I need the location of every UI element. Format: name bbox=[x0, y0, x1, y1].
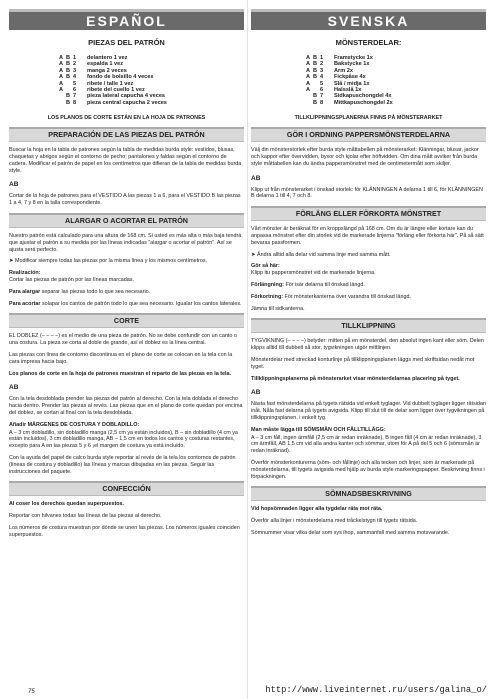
piece-label: Arm 2x bbox=[334, 67, 353, 74]
piece-model-a: A bbox=[306, 74, 311, 81]
ab-label-es: AB bbox=[9, 181, 19, 189]
piece-model-a: A bbox=[306, 67, 311, 74]
lengthen-sv: Förlängning: För isär delarna till önskad längd. bbox=[251, 282, 365, 289]
piece-model-a bbox=[306, 100, 313, 106]
piece-model-b: B bbox=[66, 74, 71, 81]
piece-model-a: A bbox=[59, 80, 64, 87]
piece-row bbox=[59, 100, 244, 106]
section-title-prep-es: PREPARACIÓN DE LAS PIEZAS DEL PATRÓN bbox=[9, 127, 244, 142]
cut-text2-es: Las piezas con línea de contorno discontinua en el plano de corte se colocan en la tela con la cara impresa hacia bajo. bbox=[9, 352, 233, 365]
language-header-sv: SVENSKA bbox=[251, 9, 486, 30]
piece-label: manga 2 veces bbox=[87, 67, 127, 74]
piece-model-b: B bbox=[66, 61, 71, 68]
pieces-list-es bbox=[59, 55, 244, 106]
piece-model-a: A bbox=[59, 55, 64, 61]
seam-title-es: Añadir MÁRGENES DE COSTURA Y DOBLADILLO: bbox=[9, 421, 140, 428]
shorten-sv: Förkortning: För mönsterkanterna över varandra till önskad längd. bbox=[251, 293, 411, 300]
seam-text2-sv: Överför mönsterkonturerna (söm- och fållinje) och alla tecken och linjer, som är markerade på mönsterdelarna, till tygets avigsida med hjälp av burda style markeringspapper. Beskrivning finns i förpackningen. bbox=[251, 459, 485, 480]
footer-url[interactable]: http://www.liveinternet.ru/users/galina_o/ bbox=[265, 685, 487, 695]
cut-ab-text-es: Con la tela desdoblada prender las piezas del patrón al derecho. Con la tela doblada el derecho hacia dentro. Prender las piezas al revés. Las piezas que en el plano de corte quedan por encima del doblez, se cortan al final con la tela desdoblada. bbox=[9, 396, 243, 416]
section-title-confection-es: CONFECCIÓN bbox=[9, 481, 244, 496]
adjust-note-sv: ➤ Ändra alltid alla delar vid samma linje med samma mått. bbox=[251, 251, 391, 258]
piece-model-a bbox=[59, 100, 66, 106]
pieces-list-sv bbox=[306, 55, 486, 106]
cut-text1-sv: TYGVIKNING (– – – –) betyder: mitten på en mönsterdel, den absolut ingen kant eller söm. Delen klipps alltid till dubbelt så stor, tygvikningen utgör mittlinjen. bbox=[251, 338, 484, 352]
pieces-title-es: PIEZAS DEL PATRÓN bbox=[88, 38, 165, 47]
piece-model-a: A bbox=[59, 61, 64, 68]
piece-label: fondo de bolsillo 4 veces bbox=[87, 74, 154, 81]
lengthen-es: Para alargar separar las piezas todo lo que sea necesario. bbox=[9, 288, 151, 295]
shorten2-sv: Jämna till sidkanterna. bbox=[251, 305, 305, 312]
column-divider bbox=[247, 0, 248, 699]
cut-ab-text-sv: Nästa fast mönsterdelarna på tygets rätsida vid enkelt tyglager. Vid dubbelt tyglager ligger rätsidan inåt. Nåla fast delarna på tygets avigsida. Klipp till slut till de delar som ligger över tygvikningen på tillklippningsplanen, i enkelt tyg. bbox=[251, 401, 486, 421]
section-title-adjust-es: ALARGAR O ACORTAR EL PATRÓN bbox=[9, 213, 244, 228]
adjust-text-sv: Vårt mönster är beräknat för en kroppslängd på 168 cm. Om du är längre eller kortare kan du anpassa mönstret efter din storlek vid de markerade linjerna "förläng eller förkorta här". På så sätt bevaras passformen. bbox=[251, 226, 484, 246]
planning-note-es: LOS PLANOS DE CORTE ESTÁN EN LA HOJA DE PATRONES bbox=[47, 115, 206, 122]
piece-number: 5 bbox=[73, 80, 77, 87]
piece-label: espalda 1 vez bbox=[87, 61, 124, 68]
section-title-cut-sv: TILLKLIPPNING bbox=[251, 318, 486, 333]
piece-model-a: A bbox=[306, 87, 311, 94]
piece-model-a: A bbox=[306, 55, 311, 61]
piece-number: 1 bbox=[73, 55, 77, 61]
seam-text-sv: A – 3 cm fåll, ingen ärmfåll (2,5 cm är redan inräknade), B ingen fåll (4 cm är redan inräknade), 3 cm ärmfåll, AB 1,5 cm vid alla andra kanter och sömmar, utom för A på del 5 och 6 (sömsmån är redan inräknad). bbox=[251, 434, 482, 455]
spanish-column bbox=[9, 0, 244, 539]
conf-text1-sv: Vid hopsömnaden ligger alla tygdelar räta mot räta. bbox=[251, 506, 383, 513]
piece-model-b: B bbox=[66, 55, 71, 61]
prep-ab-text-sv: Klipp ut från mönsterarket i önskad storlek: för KLÄNNINGEN A delarna 1 till 6, för KLÄNNINGEN B delarna 1 till 4, 7 och 8. bbox=[251, 186, 483, 200]
prep-text-sv: Välj din mönsterstorlek efter burda style måttabellen på mönsterarket: Klänningar, blusar, jackor och kappor efter övervidden, byxor och kjolar efter höftvidden. Om dina mått avviker från burda style måttabellen kan du ändra pappersmönstret med de centimetermått som skiljer. bbox=[251, 147, 479, 167]
piece-model-a: A bbox=[59, 87, 64, 94]
seam-text-es: A – 3 cm dobladillo, sin dobladillo manga (2,5 cm ya están incluidos), B – sin dobladillo (4 cm ya están incluidos), 3 cm dobladillo manga, AB – 1,5 cm en todos los cantos y costuras restantes, excepto para A en las piezas 5 y 6 ¡el margen de costura ya está incluido. bbox=[9, 429, 238, 450]
piece-model-b: B bbox=[313, 99, 318, 106]
piece-label: Halsslå 1x bbox=[334, 87, 362, 94]
piece-number: 2 bbox=[320, 61, 324, 68]
piece-model-b: B bbox=[313, 67, 318, 74]
piece-model-b: B bbox=[66, 99, 71, 106]
piece-number: 1 bbox=[320, 55, 324, 61]
piece-label: Framstycke 1x bbox=[334, 55, 373, 61]
piece-label: Mittkapuschongdel 2x bbox=[334, 99, 393, 106]
page-number: 75 bbox=[28, 689, 35, 695]
arrow-icon: ➤ bbox=[9, 258, 14, 265]
prep-text-es: Buscar la hoja en la tabla de patrones según la tabla de medidas burda style: vestidos, blusas, chaquetas y abrigos según el contorno de pecho; pantalones y faldas según el contorno de cadera. Modificar el patrón de papel en los centímetros que difieran de la tabla de medidas burda style. bbox=[9, 147, 242, 174]
piece-model-b: B bbox=[313, 74, 318, 81]
prep-ab-text-es: Cortar de la hoja de patrones para el VESTIDO A las piezas 1 a 6, para el VESTIDO B las piezas 1 a 4, 7 y 8 en la talla correspondiente. bbox=[9, 193, 241, 207]
piece-number: 3 bbox=[320, 67, 324, 74]
pieces-title-sv: MÖNSTERDELAR: bbox=[335, 38, 402, 47]
piece-label: Sidkapuschongdel 4x bbox=[334, 93, 392, 100]
adjust-note-es: ➤ Modificar siempre todas las piezas por la misma línea y los mismos centímetros. bbox=[9, 258, 208, 265]
piece-number: 6 bbox=[320, 87, 324, 94]
piece-number: 7 bbox=[320, 93, 324, 100]
piece-number: 8 bbox=[320, 99, 324, 106]
seam-title-sv: Man måste lägga till SÖMSMÅN OCH FÅLLTILLÄGG: bbox=[251, 426, 386, 433]
arrow-icon: ➤ bbox=[251, 251, 256, 258]
piece-number: 6 bbox=[73, 87, 77, 94]
section-title-prep-sv: GÖR I ORDNING PAPPERSMÖNSTERDELARNA bbox=[251, 127, 486, 142]
cut-text1-es: EL DOBLEZ (– – – –) es el medio de una pieza de patrón. No se debe confundir con un canto o una costura. La pieza se corta al doble de grande, así el doblez es la línea central. bbox=[9, 333, 237, 347]
piece-model-a: A bbox=[59, 74, 64, 81]
cut-text2-sv: Mönsterdelar med streckad konturlinje på tillklippningsplanen läggs med skriftsidan nedåt mot tyget. bbox=[251, 357, 475, 370]
piece-label: ribete / talle 1 vez bbox=[87, 80, 134, 87]
piece-row bbox=[306, 100, 486, 106]
piece-model-b: B bbox=[313, 55, 318, 61]
conf-text1-es: Al coser los derechos quedan superpuestos. bbox=[9, 501, 125, 508]
ab-label-cut-sv: AB bbox=[251, 389, 261, 397]
language-header-es: ESPAÑOL bbox=[9, 9, 244, 30]
piece-label: Slå / midja 1x bbox=[334, 80, 370, 87]
piece-model-a: A bbox=[306, 80, 311, 87]
seam-text2-es: Con la ayuda del papel de calco burda style reportar al revés de la tela los contornos de patrón (líneas de costura y dobladillo) las líneas y marcas dibujadas en las piezas. Seguir las instrucciones del paquete. bbox=[9, 454, 236, 475]
piece-label: pieza lateral capucha 4 veces bbox=[87, 93, 166, 100]
ab-label-cut-es: AB bbox=[9, 384, 19, 392]
piece-number: 2 bbox=[73, 61, 77, 68]
piece-model-b: B bbox=[66, 93, 71, 100]
piece-label: pieza central capucha 2 veces bbox=[87, 99, 167, 106]
planning-note-sv: TILLKLIPPNINGSPLANERNA FINNS PÅ MÖNSTERARKET bbox=[294, 115, 443, 122]
piece-label: ribete del cuello 1 vez bbox=[87, 87, 145, 94]
conf-text2-sv: Överför alla linjer i mönsterdelarna med tråckelstygn till tygets rätsida. bbox=[251, 518, 418, 525]
piece-label: Fickpåse 4x bbox=[334, 74, 366, 81]
conf-text3-es: Los números de costura muestran por dónde se unen las piezas. Los números iguales coinciden superpuestos. bbox=[9, 524, 240, 538]
piece-model-b: B bbox=[313, 93, 318, 100]
piece-model-a: A bbox=[59, 67, 64, 74]
piece-number: 4 bbox=[320, 74, 324, 81]
piece-model-b: B bbox=[313, 61, 318, 68]
cut-text3-es: Los planos de corte en la hoja de patrones muestran el reparto de las piezas en la tela. bbox=[9, 370, 231, 377]
piece-number: 4 bbox=[73, 74, 77, 81]
section-title-adjust-sv: FÖRLÄNG ELLER FÖRKORTA MÖNSTRET bbox=[251, 206, 486, 221]
realize-sv: Gör så här: Klipp itu pappersmönstret vid de markerade linjerna. bbox=[251, 263, 376, 277]
section-title-confection-sv: SÖMNADSBESKRIVNING bbox=[251, 486, 486, 501]
swedish-column bbox=[251, 0, 486, 537]
cut-text3-sv: Tillklippningsplanerna på mönsterarket visar mönsterdelarnas placering på tyget. bbox=[251, 375, 460, 382]
shorten-es: Para acortar solapar los cantos de patrón todo lo que sea necesario. Igualar los cantos laterales. bbox=[9, 300, 242, 307]
piece-model-a: A bbox=[306, 61, 311, 68]
piece-number: 3 bbox=[73, 67, 77, 74]
adjust-text-es: Nuestro patrón está calculado para una altura de 168 cm. Si usted es más alta o más baja tendrá que ajustar el patrón a su medida por las líneas indicadas "alargar o acortar el patrón". Así se ajusta será perfecto. bbox=[9, 233, 242, 253]
piece-number: 7 bbox=[73, 93, 77, 100]
realize-es: Realización: Cortar las piezas de patrón por las líneas marcadas. bbox=[9, 270, 134, 284]
conf-text2-es: Reportar con hilvanes todas las líneas de las piezas al derecho. bbox=[9, 513, 162, 520]
piece-label: delantero 1 vez bbox=[87, 55, 128, 61]
piece-number: 8 bbox=[73, 99, 77, 106]
ab-label-sv: AB bbox=[251, 174, 261, 182]
section-title-cut-es: CORTE bbox=[9, 313, 244, 328]
piece-number: 5 bbox=[320, 80, 324, 87]
piece-label: Bakstycke 1x bbox=[334, 61, 370, 68]
conf-text3-sv: Sömnummer visar vilka delar som sys ihop, sammanfall med samma motsvarande. bbox=[251, 529, 450, 536]
piece-model-b: B bbox=[66, 67, 71, 74]
